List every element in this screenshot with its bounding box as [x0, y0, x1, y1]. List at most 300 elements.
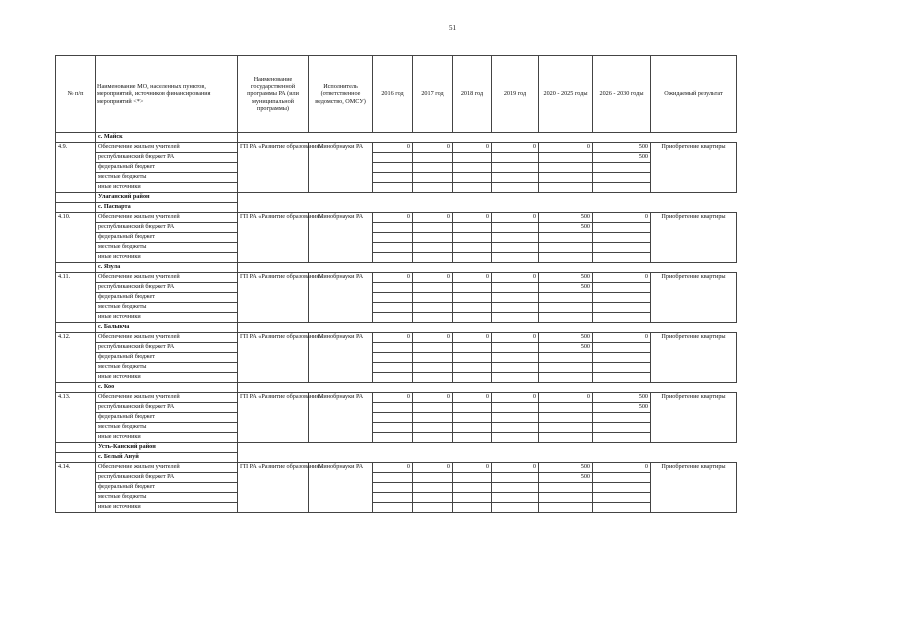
- funding-source: иные источники: [96, 373, 238, 383]
- value-cell: [373, 283, 413, 293]
- value-cell: [492, 343, 539, 353]
- header-2018: 2018 год: [453, 56, 492, 133]
- table-row: [56, 463, 737, 473]
- value-cell: [373, 173, 413, 183]
- village-row: [56, 383, 737, 393]
- source-row: [56, 283, 737, 293]
- funding-source: республиканский бюджет РА: [96, 223, 238, 233]
- value-cell: [593, 503, 651, 513]
- funding-source: местные бюджеты: [96, 493, 238, 503]
- value-cell: [373, 293, 413, 303]
- value-cell: [539, 413, 593, 423]
- value-cell: [539, 243, 593, 253]
- value-cell: [593, 303, 651, 313]
- value-cell: [413, 343, 453, 353]
- program-name: ГП РА «Развитие образования»: [238, 333, 309, 383]
- value-cell: 0: [492, 273, 539, 283]
- source-row: [56, 353, 737, 363]
- value-cell: [593, 493, 651, 503]
- funding-source: местные бюджеты: [96, 363, 238, 373]
- value-cell: [453, 353, 492, 363]
- funding-source: федеральный бюджет: [96, 483, 238, 493]
- value-cell: [593, 483, 651, 493]
- table-row: [56, 143, 737, 153]
- value-cell: [373, 353, 413, 363]
- value-cell: [453, 343, 492, 353]
- value-cell: 0: [593, 463, 651, 473]
- value-cell: [373, 253, 413, 263]
- empty-cell: [238, 443, 309, 453]
- funding-source: республиканский бюджет РА: [96, 153, 238, 163]
- value-cell: [492, 373, 539, 383]
- funding-source: республиканский бюджет РА: [96, 283, 238, 293]
- value-cell: [373, 343, 413, 353]
- value-cell: [593, 423, 651, 433]
- value-cell: 0: [413, 143, 453, 153]
- value-cell: 0: [373, 143, 413, 153]
- row-number: 4.10.: [56, 213, 96, 263]
- value-cell: [453, 303, 492, 313]
- value-cell: [593, 433, 651, 443]
- value-cell: [539, 233, 593, 243]
- value-cell: 0: [413, 273, 453, 283]
- header-num: № п/п: [56, 56, 96, 133]
- value-cell: 0: [539, 393, 593, 403]
- value-cell: 0: [413, 213, 453, 223]
- table-header-row: [56, 56, 737, 133]
- empty-cell: [238, 203, 309, 213]
- value-cell: [453, 163, 492, 173]
- value-cell: [539, 403, 593, 413]
- source-row: [56, 423, 737, 433]
- empty-cell: [56, 323, 96, 333]
- source-row: [56, 343, 737, 353]
- value-cell: [373, 243, 413, 253]
- value-cell: [413, 253, 453, 263]
- expected-result: Приобретение квартиры: [651, 213, 737, 263]
- table-row: [56, 213, 737, 223]
- value-cell: [492, 433, 539, 443]
- expected-result: Приобретение квартиры: [651, 273, 737, 323]
- value-cell: 500: [539, 273, 593, 283]
- executor-name: Минобрнауки РА: [309, 273, 373, 323]
- activity-name: Обеспечение жильем учителей: [96, 333, 238, 343]
- value-cell: 500: [539, 343, 593, 353]
- value-cell: 0: [373, 463, 413, 473]
- value-cell: [413, 433, 453, 443]
- value-cell: 500: [593, 143, 651, 153]
- value-cell: [453, 433, 492, 443]
- expected-result: Приобретение квартиры: [651, 393, 737, 443]
- value-cell: 0: [373, 273, 413, 283]
- value-cell: 0: [373, 333, 413, 343]
- value-cell: [413, 183, 453, 193]
- village-name: с. Паспарта: [96, 203, 238, 213]
- value-cell: [593, 233, 651, 243]
- source-row: [56, 183, 737, 193]
- empty-cell: [238, 133, 309, 143]
- expected-result: Приобретение квартиры: [651, 143, 737, 193]
- value-cell: [453, 423, 492, 433]
- value-cell: 0: [453, 213, 492, 223]
- value-cell: [453, 503, 492, 513]
- value-cell: 500: [593, 393, 651, 403]
- program-name: ГП РА «Развитие образования»: [238, 143, 309, 193]
- value-cell: [593, 413, 651, 423]
- source-row: [56, 223, 737, 233]
- value-cell: [492, 243, 539, 253]
- value-cell: [373, 423, 413, 433]
- value-cell: [413, 353, 453, 363]
- value-cell: [492, 293, 539, 303]
- value-cell: [539, 363, 593, 373]
- executor-name: Минобрнауки РА: [309, 333, 373, 383]
- value-cell: [373, 503, 413, 513]
- source-row: [56, 243, 737, 253]
- source-row: [56, 253, 737, 263]
- value-cell: [453, 313, 492, 323]
- value-cell: [492, 223, 539, 233]
- value-cell: [413, 423, 453, 433]
- value-cell: [539, 423, 593, 433]
- activity-name: Обеспечение жильем учителей: [96, 463, 238, 473]
- program-name: ГП РА «Развитие образования»: [238, 273, 309, 323]
- value-cell: [539, 153, 593, 163]
- value-cell: [373, 303, 413, 313]
- value-cell: 500: [539, 283, 593, 293]
- source-row: [56, 483, 737, 493]
- empty-cell: [238, 383, 309, 393]
- funding-source: республиканский бюджет РА: [96, 473, 238, 483]
- value-cell: [453, 223, 492, 233]
- value-cell: [413, 153, 453, 163]
- funding-source: местные бюджеты: [96, 243, 238, 253]
- value-cell: [492, 403, 539, 413]
- value-cell: [539, 493, 593, 503]
- table-body: [56, 133, 737, 513]
- value-cell: [373, 473, 413, 483]
- value-cell: [413, 363, 453, 373]
- program-name: ГП РА «Развитие образования»: [238, 393, 309, 443]
- value-cell: [593, 223, 651, 233]
- value-cell: [373, 413, 413, 423]
- empty-cell: [56, 383, 96, 393]
- value-cell: [453, 403, 492, 413]
- value-cell: 500: [539, 223, 593, 233]
- value-cell: 0: [413, 333, 453, 343]
- activity-name: Обеспечение жильем учителей: [96, 273, 238, 283]
- header-executor: Исполнитель (ответственное ведомство, ОМСУ): [309, 56, 373, 133]
- village-name: с. Майск: [96, 133, 238, 143]
- value-cell: [373, 483, 413, 493]
- value-cell: [453, 473, 492, 483]
- table-row: [56, 273, 737, 283]
- source-row: [56, 293, 737, 303]
- source-row: [56, 493, 737, 503]
- program-name: ГП РА «Развитие образования»: [238, 463, 309, 513]
- funding-source: федеральный бюджет: [96, 233, 238, 243]
- village-name: с. Балыкча: [96, 323, 238, 333]
- row-number: 4.11.: [56, 273, 96, 323]
- value-cell: [373, 403, 413, 413]
- value-cell: [539, 353, 593, 363]
- funding-source: местные бюджеты: [96, 173, 238, 183]
- empty-cell: [56, 203, 96, 213]
- value-cell: [373, 163, 413, 173]
- header-2020-2025: 2020 - 2025 годы: [539, 56, 593, 133]
- village-name: с. Белый Ануй: [96, 453, 238, 463]
- funding-source: местные бюджеты: [96, 423, 238, 433]
- value-cell: 500: [539, 463, 593, 473]
- value-cell: [413, 163, 453, 173]
- value-cell: [539, 483, 593, 493]
- value-cell: [593, 243, 651, 253]
- value-cell: [593, 343, 651, 353]
- source-row: [56, 373, 737, 383]
- activity-name: Обеспечение жильем учителей: [96, 393, 238, 403]
- value-cell: [539, 433, 593, 443]
- table-row: [56, 333, 737, 343]
- funding-source: местные бюджеты: [96, 303, 238, 313]
- value-cell: [453, 243, 492, 253]
- value-cell: [539, 183, 593, 193]
- value-cell: [593, 283, 651, 293]
- value-cell: [593, 473, 651, 483]
- funding-source: федеральный бюджет: [96, 353, 238, 363]
- header-2017: 2017 год: [413, 56, 453, 133]
- value-cell: [453, 173, 492, 183]
- village-row: [56, 203, 737, 213]
- value-cell: 500: [539, 473, 593, 483]
- value-cell: [492, 483, 539, 493]
- funding-source: иные источники: [96, 433, 238, 443]
- empty-cell: [56, 193, 96, 203]
- village-row: [56, 263, 737, 273]
- value-cell: [539, 253, 593, 263]
- value-cell: [539, 313, 593, 323]
- value-cell: [593, 163, 651, 173]
- value-cell: [413, 303, 453, 313]
- village-name: с. Коо: [96, 383, 238, 393]
- value-cell: [539, 293, 593, 303]
- value-cell: [492, 303, 539, 313]
- value-cell: [413, 373, 453, 383]
- funding-source: иные источники: [96, 313, 238, 323]
- village-row: [56, 323, 737, 333]
- value-cell: 0: [492, 463, 539, 473]
- row-number: 4.9.: [56, 143, 96, 193]
- value-cell: [413, 413, 453, 423]
- empty-cell: [56, 263, 96, 273]
- village-row: [56, 453, 737, 463]
- value-cell: [492, 153, 539, 163]
- source-row: [56, 153, 737, 163]
- value-cell: [453, 283, 492, 293]
- value-cell: [413, 313, 453, 323]
- value-cell: [413, 483, 453, 493]
- village-row: [56, 133, 737, 143]
- row-number: 4.14.: [56, 463, 96, 513]
- source-row: [56, 413, 737, 423]
- empty-cell: [56, 443, 96, 453]
- value-cell: 0: [453, 273, 492, 283]
- row-number: 4.13.: [56, 393, 96, 443]
- source-row: [56, 173, 737, 183]
- value-cell: [373, 493, 413, 503]
- expected-result: Приобретение квартиры: [651, 333, 737, 383]
- empty-cell: [56, 453, 96, 463]
- value-cell: [373, 183, 413, 193]
- value-cell: [413, 293, 453, 303]
- source-row: [56, 503, 737, 513]
- value-cell: [492, 503, 539, 513]
- value-cell: [492, 353, 539, 363]
- value-cell: [492, 473, 539, 483]
- value-cell: [593, 363, 651, 373]
- value-cell: [453, 153, 492, 163]
- budget-table: [55, 55, 737, 513]
- value-cell: [593, 183, 651, 193]
- header-name: Наименование МО, населенных пунктов, мероприятий, источников финансирования мероприятий <*>: [96, 56, 238, 133]
- village-name: с. Язула: [96, 263, 238, 273]
- source-row: [56, 303, 737, 313]
- value-cell: [373, 313, 413, 323]
- funding-source: республиканский бюджет РА: [96, 403, 238, 413]
- value-cell: [373, 373, 413, 383]
- value-cell: [593, 313, 651, 323]
- value-cell: [413, 233, 453, 243]
- funding-source: иные источники: [96, 183, 238, 193]
- value-cell: [492, 253, 539, 263]
- value-cell: 0: [373, 393, 413, 403]
- funding-source: иные источники: [96, 253, 238, 263]
- value-cell: 500: [593, 403, 651, 413]
- header-2019: 2019 год: [492, 56, 539, 133]
- value-cell: [492, 413, 539, 423]
- value-cell: [539, 503, 593, 513]
- value-cell: [492, 173, 539, 183]
- value-cell: [492, 183, 539, 193]
- value-cell: 0: [492, 143, 539, 153]
- value-cell: [453, 413, 492, 423]
- value-cell: [453, 183, 492, 193]
- value-cell: [413, 473, 453, 483]
- value-cell: [492, 423, 539, 433]
- value-cell: [413, 403, 453, 413]
- value-cell: [373, 233, 413, 243]
- header-result: Ожидаемый результат: [651, 56, 737, 133]
- source-row: [56, 433, 737, 443]
- value-cell: [593, 373, 651, 383]
- empty-cell: [238, 263, 309, 273]
- value-cell: [373, 223, 413, 233]
- value-cell: 0: [453, 463, 492, 473]
- funding-source: республиканский бюджет РА: [96, 343, 238, 353]
- value-cell: [539, 303, 593, 313]
- value-cell: [539, 373, 593, 383]
- empty-cell: [56, 133, 96, 143]
- value-cell: [492, 313, 539, 323]
- district-name: Улаганский район: [96, 193, 238, 203]
- value-cell: 0: [492, 213, 539, 223]
- executor-name: Минобрнауки РА: [309, 393, 373, 443]
- value-cell: [593, 253, 651, 263]
- value-cell: 0: [373, 213, 413, 223]
- district-row: [56, 443, 737, 453]
- header-2026-2030: 2026 - 2030 годы: [593, 56, 651, 133]
- value-cell: [593, 353, 651, 363]
- header-2016: 2016 год: [373, 56, 413, 133]
- executor-name: Минобрнауки РА: [309, 463, 373, 513]
- value-cell: 0: [413, 393, 453, 403]
- value-cell: 0: [413, 463, 453, 473]
- source-row: [56, 473, 737, 483]
- value-cell: 0: [593, 273, 651, 283]
- value-cell: 0: [453, 143, 492, 153]
- value-cell: 0: [453, 393, 492, 403]
- value-cell: [413, 173, 453, 183]
- source-row: [56, 403, 737, 413]
- value-cell: [492, 283, 539, 293]
- funding-source: иные источники: [96, 503, 238, 513]
- value-cell: [492, 493, 539, 503]
- funding-source: федеральный бюджет: [96, 163, 238, 173]
- value-cell: [453, 233, 492, 243]
- value-cell: 0: [593, 333, 651, 343]
- value-cell: [413, 283, 453, 293]
- value-cell: 0: [593, 213, 651, 223]
- header-program: Наименование государственной программы РА (или муниципальной программы): [238, 56, 309, 133]
- value-cell: [413, 503, 453, 513]
- value-cell: [413, 243, 453, 253]
- value-cell: [453, 293, 492, 303]
- value-cell: [593, 293, 651, 303]
- empty-cell: [238, 193, 309, 203]
- value-cell: [492, 233, 539, 243]
- value-cell: 0: [453, 333, 492, 343]
- page-number: 51: [449, 24, 456, 32]
- value-cell: 0: [492, 393, 539, 403]
- executor-name: Минобрнауки РА: [309, 213, 373, 263]
- value-cell: [593, 173, 651, 183]
- value-cell: [492, 163, 539, 173]
- value-cell: 0: [539, 143, 593, 153]
- value-cell: [539, 163, 593, 173]
- source-row: [56, 363, 737, 373]
- value-cell: [373, 153, 413, 163]
- table-row: [56, 393, 737, 403]
- value-cell: 500: [539, 333, 593, 343]
- value-cell: [373, 433, 413, 443]
- row-number: 4.12.: [56, 333, 96, 383]
- executor-name: Минобрнауки РА: [309, 143, 373, 193]
- source-row: [56, 233, 737, 243]
- program-name: ГП РА «Развитие образования»: [238, 213, 309, 263]
- value-cell: [492, 363, 539, 373]
- source-row: [56, 313, 737, 323]
- district-name: Усть-Канский район: [96, 443, 238, 453]
- value-cell: 500: [539, 213, 593, 223]
- value-cell: [453, 373, 492, 383]
- value-cell: [453, 363, 492, 373]
- empty-cell: [238, 453, 309, 463]
- value-cell: [453, 483, 492, 493]
- value-cell: [413, 493, 453, 503]
- value-cell: [453, 253, 492, 263]
- funding-source: федеральный бюджет: [96, 413, 238, 423]
- value-cell: [539, 173, 593, 183]
- empty-cell: [238, 323, 309, 333]
